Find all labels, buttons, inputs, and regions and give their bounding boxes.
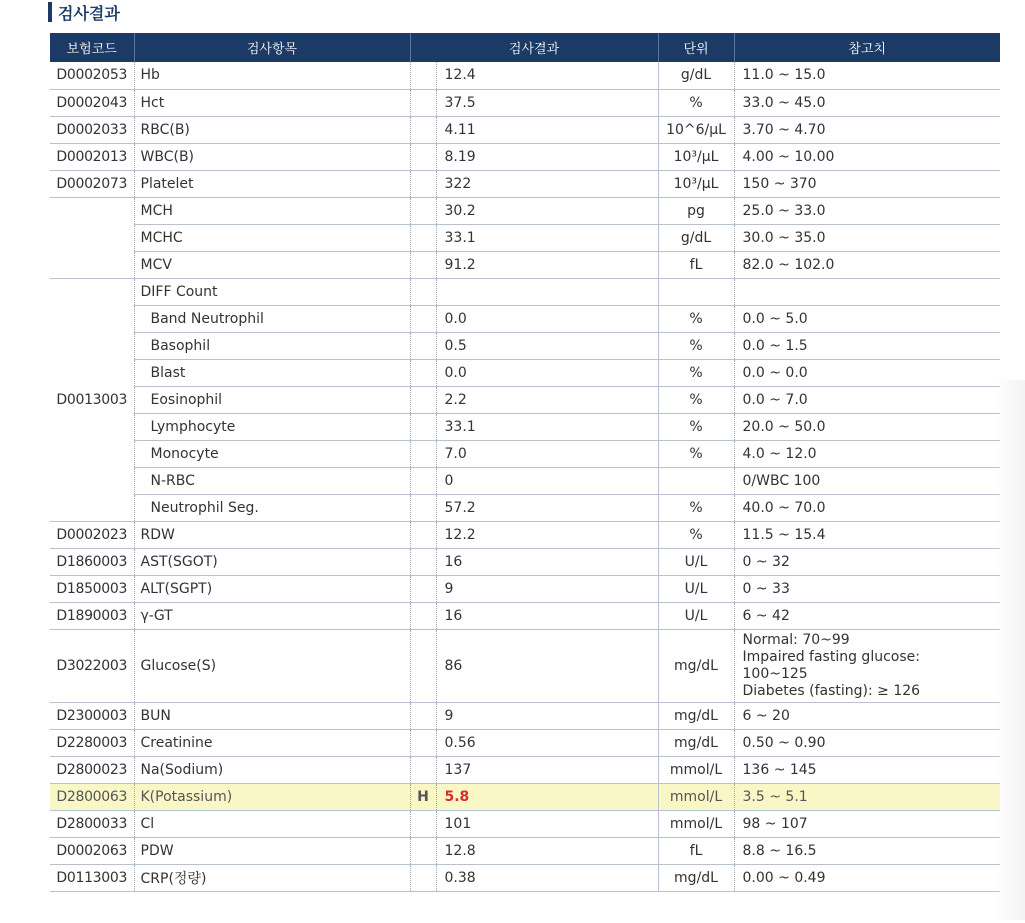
cell-result: 12.8 bbox=[436, 837, 658, 864]
cell-reference: 4.0 ~ 12.0 bbox=[734, 440, 1000, 467]
reference-line: Diabetes (fasting): ≥ 126 bbox=[742, 682, 921, 699]
table-row bbox=[50, 467, 1000, 494]
table-row bbox=[50, 575, 1000, 602]
table-row bbox=[50, 756, 1000, 783]
cell-item: ALT(SGPT) bbox=[134, 575, 410, 602]
cell-item: DIFF Count bbox=[134, 278, 410, 305]
table-row bbox=[50, 440, 1000, 467]
cell-result bbox=[436, 278, 658, 305]
cell-reference: 6 ~ 42 bbox=[734, 602, 1000, 629]
cell-result: 0.0 bbox=[436, 305, 658, 332]
cell-reference: 98 ~ 107 bbox=[734, 810, 1000, 837]
cell-result: 0.38 bbox=[436, 864, 658, 891]
cell-result: 12.4 bbox=[436, 62, 658, 89]
cell-unit: 10³/μL bbox=[658, 143, 734, 170]
cell-result: 4.11 bbox=[436, 116, 658, 143]
cell-code: D0002033 bbox=[50, 116, 134, 143]
reference-line: 100~125 bbox=[742, 665, 808, 682]
cell-flag bbox=[410, 575, 436, 602]
cell-flag bbox=[410, 89, 436, 116]
cell-flag bbox=[410, 837, 436, 864]
cell-code: D1890003 bbox=[50, 602, 134, 629]
cell-result: 322 bbox=[436, 170, 658, 197]
cell-flag bbox=[410, 521, 436, 548]
cell-item: Lymphocyte bbox=[134, 413, 410, 440]
cell-flag bbox=[410, 359, 436, 386]
cell-unit: % bbox=[658, 89, 734, 116]
cell-result: 91.2 bbox=[436, 251, 658, 278]
cell-item: Neutrophil Seg. bbox=[134, 494, 410, 521]
cell-reference: 0.0 ~ 5.0 bbox=[734, 305, 1000, 332]
cell-code: D0113003 bbox=[50, 864, 134, 891]
cell-unit: g/dL bbox=[658, 224, 734, 251]
cell-unit: mg/dL bbox=[658, 629, 734, 702]
cell-result: 8.19 bbox=[436, 143, 658, 170]
table-row bbox=[50, 143, 1000, 170]
cell-result: 101 bbox=[436, 810, 658, 837]
cell-unit: mg/dL bbox=[658, 702, 734, 729]
cell-item: PDW bbox=[134, 837, 410, 864]
cell-code: D0002013 bbox=[50, 143, 134, 170]
reference-line: Normal: 70~99 bbox=[742, 631, 850, 648]
table-header-row bbox=[50, 33, 1000, 62]
cell-flag bbox=[410, 548, 436, 575]
cell-unit: mg/dL bbox=[658, 864, 734, 891]
col-header-unit: 단위 bbox=[658, 33, 734, 62]
cell-flag bbox=[410, 251, 436, 278]
cell-code: D2280003 bbox=[50, 729, 134, 756]
cell-reference: 4.00 ~ 10.00 bbox=[734, 143, 1000, 170]
cell-code: D3022003 bbox=[50, 629, 134, 702]
cell-flag bbox=[410, 729, 436, 756]
col-header-result: 검사결과 bbox=[410, 33, 658, 62]
cell-result: 137 bbox=[436, 756, 658, 783]
cell-unit: g/dL bbox=[658, 62, 734, 89]
cell-result: 33.1 bbox=[436, 413, 658, 440]
cell-result: 33.1 bbox=[436, 224, 658, 251]
cell-reference: 0 ~ 32 bbox=[734, 548, 1000, 575]
cell-reference: 0.0 ~ 0.0 bbox=[734, 359, 1000, 386]
table-row bbox=[50, 494, 1000, 521]
table-row bbox=[50, 89, 1000, 116]
cell-code: D2300003 bbox=[50, 702, 134, 729]
cell-result: 12.2 bbox=[436, 521, 658, 548]
cell-result: 30.2 bbox=[436, 197, 658, 224]
table-row bbox=[50, 224, 1000, 251]
cell-reference: 0.50 ~ 0.90 bbox=[734, 729, 1000, 756]
table-row bbox=[50, 702, 1000, 729]
cell-item: MCV bbox=[134, 251, 410, 278]
title-accent-bar bbox=[48, 2, 52, 22]
table-row bbox=[50, 305, 1000, 332]
table-row bbox=[50, 359, 1000, 386]
cell-reference: 3.5 ~ 5.1 bbox=[734, 783, 1000, 810]
cell-reference: 20.0 ~ 50.0 bbox=[734, 413, 1000, 440]
cell-result: 9 bbox=[436, 575, 658, 602]
cell-item: CRP(정량) bbox=[134, 864, 410, 891]
cell-reference: 136 ~ 145 bbox=[734, 756, 1000, 783]
cell-unit: mmol/L bbox=[658, 756, 734, 783]
cell-result: 7.0 bbox=[436, 440, 658, 467]
cell-flag bbox=[410, 170, 436, 197]
cell-unit: pg bbox=[658, 197, 734, 224]
cell-flag bbox=[410, 494, 436, 521]
cell-item: γ-GT bbox=[134, 602, 410, 629]
cell-flag bbox=[410, 810, 436, 837]
cell-flag bbox=[410, 386, 436, 413]
col-header-code: 보험코드 bbox=[50, 33, 134, 62]
cell-reference: 11.5 ~ 15.4 bbox=[734, 521, 1000, 548]
table-row bbox=[50, 729, 1000, 756]
cell-result: 0.5 bbox=[436, 332, 658, 359]
cell-flag bbox=[410, 756, 436, 783]
table-row bbox=[50, 116, 1000, 143]
table-row bbox=[50, 332, 1000, 359]
cell-result: 0.0 bbox=[436, 359, 658, 386]
cell-flag bbox=[410, 413, 436, 440]
cell-flag bbox=[410, 602, 436, 629]
cell-result: 0.56 bbox=[436, 729, 658, 756]
cell-reference: 6 ~ 20 bbox=[734, 702, 1000, 729]
table-row bbox=[50, 548, 1000, 575]
table-row bbox=[50, 278, 1000, 305]
cell-item: WBC(B) bbox=[134, 143, 410, 170]
col-header-item: 검사항목 bbox=[134, 33, 410, 62]
cell-result: 2.2 bbox=[436, 386, 658, 413]
cell-item: Hct bbox=[134, 89, 410, 116]
cell-reference: 11.0 ~ 15.0 bbox=[734, 62, 1000, 89]
cell-reference: 33.0 ~ 45.0 bbox=[734, 89, 1000, 116]
cell-unit bbox=[658, 278, 734, 305]
cell-result: 86 bbox=[436, 629, 658, 702]
cell-code: D2800033 bbox=[50, 810, 134, 837]
cell-flag bbox=[410, 224, 436, 251]
cell-flag bbox=[410, 305, 436, 332]
cell-unit: % bbox=[658, 440, 734, 467]
cell-reference: 0.00 ~ 0.49 bbox=[734, 864, 1000, 891]
table-row bbox=[50, 413, 1000, 440]
table-row bbox=[50, 62, 1000, 89]
cell-code: D0002053 bbox=[50, 62, 134, 89]
cell-item: Eosinophil bbox=[134, 386, 410, 413]
cell-code: D0002063 bbox=[50, 837, 134, 864]
cell-item: MCH bbox=[134, 197, 410, 224]
cell-flag bbox=[410, 332, 436, 359]
cell-item: Hb bbox=[134, 62, 410, 89]
cell-unit: % bbox=[658, 332, 734, 359]
cell-code: D0002073 bbox=[50, 170, 134, 197]
cell-reference bbox=[734, 629, 1000, 702]
section-header bbox=[48, 0, 120, 24]
table-row bbox=[50, 602, 1000, 629]
cell-reference: 0.0 ~ 1.5 bbox=[734, 332, 1000, 359]
cell-reference: 0 ~ 33 bbox=[734, 575, 1000, 602]
cell-item: RDW bbox=[134, 521, 410, 548]
cell-unit: % bbox=[658, 413, 734, 440]
cell-item: N-RBC bbox=[134, 467, 410, 494]
cell-reference bbox=[734, 278, 1000, 305]
cell-unit: U/L bbox=[658, 548, 734, 575]
cell-item: RBC(B) bbox=[134, 116, 410, 143]
cell-unit: mmol/L bbox=[658, 810, 734, 837]
cell-reference: 40.0 ~ 70.0 bbox=[734, 494, 1000, 521]
cell-flag bbox=[410, 702, 436, 729]
cell-code: D0002043 bbox=[50, 89, 134, 116]
cell-item: Band Neutrophil bbox=[134, 305, 410, 332]
cell-unit: U/L bbox=[658, 602, 734, 629]
cell-unit: % bbox=[658, 386, 734, 413]
table-row bbox=[50, 810, 1000, 837]
cell-unit: fL bbox=[658, 251, 734, 278]
table-row bbox=[50, 170, 1000, 197]
cell-code: D2800063 bbox=[50, 783, 134, 810]
cell-reference: 150 ~ 370 bbox=[734, 170, 1000, 197]
cell-flag bbox=[410, 467, 436, 494]
cell-code: D2800023 bbox=[50, 756, 134, 783]
cell-flag bbox=[410, 143, 436, 170]
cell-flag: H bbox=[410, 783, 436, 810]
cell-item: Monocyte bbox=[134, 440, 410, 467]
cell-result: 16 bbox=[436, 548, 658, 575]
cell-code bbox=[50, 197, 134, 278]
cell-unit: 10³/μL bbox=[658, 170, 734, 197]
cell-item: Basophil bbox=[134, 332, 410, 359]
cell-flag bbox=[410, 197, 436, 224]
table-row bbox=[50, 521, 1000, 548]
cell-reference: 8.8 ~ 16.5 bbox=[734, 837, 1000, 864]
cell-reference: 0/WBC 100 bbox=[734, 467, 1000, 494]
cell-item: Blast bbox=[134, 359, 410, 386]
cell-unit: fL bbox=[658, 837, 734, 864]
cell-unit bbox=[658, 467, 734, 494]
table-row bbox=[50, 197, 1000, 224]
cell-unit: % bbox=[658, 359, 734, 386]
cell-item: BUN bbox=[134, 702, 410, 729]
cell-code: D1860003 bbox=[50, 548, 134, 575]
cell-flag bbox=[410, 62, 436, 89]
cell-item: Creatinine bbox=[134, 729, 410, 756]
table-row bbox=[50, 783, 1000, 810]
section-title: 검사결과 bbox=[58, 3, 120, 23]
cell-result: 5.8 bbox=[436, 783, 658, 810]
cell-reference: 3.70 ~ 4.70 bbox=[734, 116, 1000, 143]
cell-item: Na(Sodium) bbox=[134, 756, 410, 783]
cell-result: 37.5 bbox=[436, 89, 658, 116]
cell-item: Platelet bbox=[134, 170, 410, 197]
cell-flag bbox=[410, 278, 436, 305]
table-row bbox=[50, 837, 1000, 864]
reference-line: Impaired fasting glucose: bbox=[742, 648, 920, 665]
cell-reference: 82.0 ~ 102.0 bbox=[734, 251, 1000, 278]
cell-item: AST(SGOT) bbox=[134, 548, 410, 575]
cell-unit: 10^6/μL bbox=[658, 116, 734, 143]
cell-unit: % bbox=[658, 494, 734, 521]
cell-result: 57.2 bbox=[436, 494, 658, 521]
cell-reference: 0.0 ~ 7.0 bbox=[734, 386, 1000, 413]
cell-flag bbox=[410, 116, 436, 143]
cell-unit: mmol/L bbox=[658, 783, 734, 810]
cell-reference: 25.0 ~ 33.0 bbox=[734, 197, 1000, 224]
lab-results-table bbox=[50, 33, 1000, 892]
cell-unit: % bbox=[658, 305, 734, 332]
cell-item: MCHC bbox=[134, 224, 410, 251]
col-header-reference: 참고치 bbox=[734, 33, 1000, 62]
cell-code: D1850003 bbox=[50, 575, 134, 602]
cell-result: 16 bbox=[436, 602, 658, 629]
cell-unit: mg/dL bbox=[658, 729, 734, 756]
table-row bbox=[50, 251, 1000, 278]
cell-flag bbox=[410, 864, 436, 891]
cell-unit: % bbox=[658, 521, 734, 548]
cell-code: D0002023 bbox=[50, 521, 134, 548]
cell-flag bbox=[410, 629, 436, 702]
cell-code: D0013003 bbox=[50, 278, 134, 521]
cell-item: Glucose(S) bbox=[134, 629, 410, 702]
cell-result: 9 bbox=[436, 702, 658, 729]
cell-result: 0 bbox=[436, 467, 658, 494]
cell-flag bbox=[410, 440, 436, 467]
cell-item: Cl bbox=[134, 810, 410, 837]
table-row bbox=[50, 629, 1000, 702]
page-edge-shadow bbox=[995, 380, 1025, 920]
cell-unit: U/L bbox=[658, 575, 734, 602]
cell-reference: 30.0 ~ 35.0 bbox=[734, 224, 1000, 251]
cell-item: K(Potassium) bbox=[134, 783, 410, 810]
table-row bbox=[50, 386, 1000, 413]
table-row bbox=[50, 864, 1000, 891]
